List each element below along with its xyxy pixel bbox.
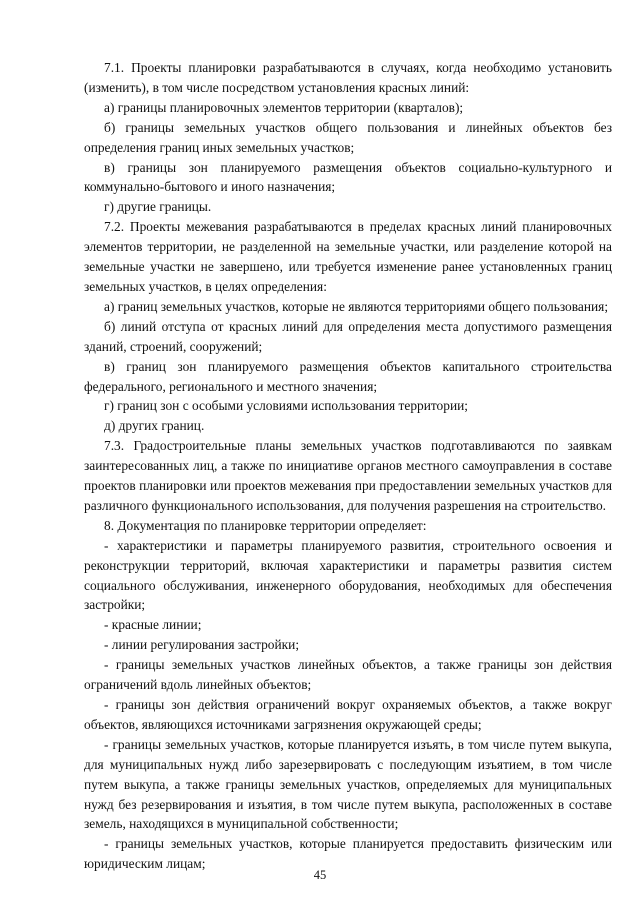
paragraph-8: 8. Документация по планировке территории определяет: — [104, 517, 427, 533]
list-item-7-2-a: а) границ земельных участков, которые не являются территориями общего пользования; — [104, 298, 609, 314]
list-item-8-1: - характеристики и параметры планируемого развития, строительного освоения и реконструкции территорий, включая характеристики и параметры развития систем социального обслуживания, инженерного оборудования, необходимых для обеспечения застройки; — [84, 537, 612, 613]
paragraph-7-2: 7.2. Проекты межевания разрабатываются в пределах красных линий планировочных элементов территории, не разделенной на земельные участки, или разделение которой на земельные участки не завершено, или требуется изменение ранее установленных границ земельных участков, в целях определения: — [84, 219, 612, 294]
paragraph-7-3: 7.3. Градостроительные планы земельных участков подготавливаются по заявкам заинтересованных лиц, а также по инициативе органов местного самоуправления в составе проектов планировки или проектов межевания при предоставлении земельных участков для различного функционального использования, для получения разрешения на строительство. — [84, 438, 612, 513]
list-item-7-2-g: г) границ зон с особыми условиями использования территории; — [104, 398, 468, 414]
list-item-8-7: - границы земельных участков, которые планируется предоставить физическим или юридическим лицам; — [84, 836, 612, 872]
list-item-7-1-g: г) другие границы. — [104, 199, 212, 215]
list-item-7-1-a: а) границы планировочных элементов территории (кварталов); — [104, 99, 464, 115]
list-item-8-2: - красные линии; — [104, 617, 202, 633]
page-number: 45 — [313, 868, 327, 882]
list-item-8-4: - границы земельных участков линейных объектов, а также границы зон действия ограничений вдоль линейных объектов; — [84, 657, 612, 693]
list-item-8-3: - линии регулирования застройки; — [104, 637, 300, 653]
list-item-7-1-b: б) границы земельных участков общего пользования и линейных объектов без определения границ иных земельных участков; — [84, 119, 612, 155]
paragraph-7-1: 7.1. Проекты планировки разрабатываются в случаях, когда необходимо установить (изменить), в том числе посредством установления красных линий: — [84, 60, 612, 95]
document-body — [84, 58, 612, 874]
list-item-8-5: - границы зон действия ограничений вокруг охраняемых объектов, а также вокруг объектов, являющихся источниками загрязнения окружающей среды; — [84, 697, 612, 732]
list-item-8-6: - границы земельных участков, которые планируется изъять, в том числе путем выкупа, для муниципальных нужд либо зарезервировать с последующим изъятием, в том числе путем выкупа, а также границы земельных участков, определяемых для муниципальных нужд без резервирования и изъятия, в том числе путем выкупа, расположенных в составе земель, находящихся в муниципальной собственности; — [84, 736, 612, 832]
list-item-7-2-v: в) границ зон планируемого размещения объектов капитального строительства федерального, регионального и местного значения; — [84, 358, 612, 394]
list-item-7-2-b: б) линий отступа от красных линий для определения места допустимого размещения зданий, строений, сооружений; — [84, 318, 612, 354]
list-item-7-2-d: д) других границ. — [104, 418, 205, 434]
list-item-7-1-v: в) границы зон планируемого размещения объектов социально-культурного и коммунально-бытового и иного назначения; — [84, 159, 612, 195]
